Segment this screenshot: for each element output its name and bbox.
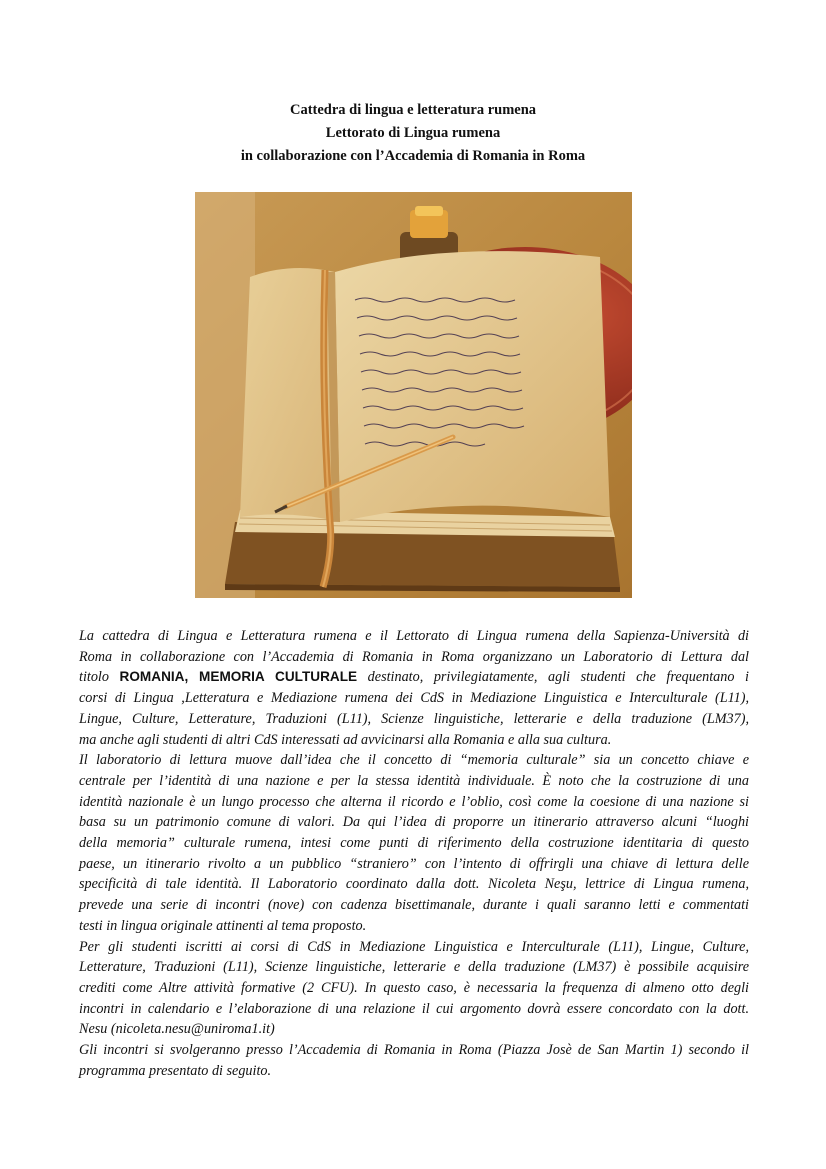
paragraph-concept [79, 750, 749, 936]
paragraph-credits [79, 937, 749, 1041]
text-line: crediti come Altre attività formative (2 CFU). In questo caso, è necessaria la frequenza di almeno otto degli [79, 979, 749, 996]
text-line: specificità di tale identità. Il Laboratorio coordinato dalla dott. Nicoleta Neşu, lettrice di Lingua rumena, [79, 876, 749, 893]
paragraph-intro [79, 626, 749, 750]
text-line: Il laboratorio di lettura muove dall’idea che il concetto di “memoria culturale” sia un concetto chiave e [79, 752, 749, 769]
text-line: centrale per l’identità di una nazione e per la stessa identità individuale. È noto che la costruzione di una [79, 772, 749, 789]
laboratory-title: ROMANIA, MEMORIA CULTURALE [119, 669, 358, 685]
text-line: Letterature, Traduzioni (L11), Scienze linguistiche, letterarie e della traduzione (LM37) è possibile acquisire [79, 959, 749, 976]
text-line: Gli incontri si svolgeranno presso l’Accademia di Romania in Roma (Piazza Josè de San Martin 1) secondo il [79, 1042, 749, 1059]
paragraph-venue [79, 1040, 749, 1081]
text-line: prevede una serie di incontri (nove) con cadenza bisettimanale, durante i quali saranno letti e commentati [79, 897, 749, 914]
text-line: paese, un itinerario rivolto a un pubblico “straniero” con l’intento di offrirgli una chiave di lettura delle [79, 855, 749, 872]
text-run: destinato, privilegiatamente, agli studenti che frequentano i [357, 669, 749, 686]
text-line [79, 667, 749, 688]
text-line: Per gli studenti iscritti ai corsi di CdS in Mediazione Linguistica e Interculturale (L11), Lingue, Culture, [79, 938, 749, 955]
header-line-collaboration: in collaborazione con l’Accademia di Romania in Roma [240, 148, 586, 164]
text-line: programma presentato di seguito. [79, 1062, 272, 1079]
document-header [0, 99, 826, 168]
header-line-department: Cattedra di lingua e letteratura rumena [289, 102, 537, 118]
text-line: corsi di Lingua ,Letteratura e Mediazione rumena dei CdS in Mediazione Linguistica e Interculturale (L11), [79, 690, 749, 707]
text-line: testi in lingua originale attinenti al tema proposto. [79, 917, 367, 934]
text-line: La cattedra di Lingua e Letteratura rumena e il Lettorato di Lingua rumena della Sapienza-Università di [79, 628, 749, 644]
header-line-lectureship: Lettorato di Lingua rumena [325, 125, 501, 141]
open-book-illustration [195, 192, 632, 598]
text-line: identità nazionale è un lungo processo che alterna il ricordo e l’oblio, così come la coesione di una nazione si [79, 793, 749, 810]
document-body [79, 626, 749, 1081]
text-line: Roma in collaborazione con l’Accademia di Romania in Roma organizzano un Laboratorio di Lettura dal [79, 648, 749, 665]
text-line: incontri in calendario e l’elaborazione di una relazione il cui argomento dovrà essere concordato con la dott. [79, 1000, 749, 1017]
text-run: titolo [79, 669, 120, 686]
text-line: ma anche agli studenti di altri CdS interessati ad avvicinarsi alla Romania e alla sua cultura. [79, 731, 612, 748]
text-line: della memoria” culturale rumena, intesi come punti di riferimento della costruzione identitaria di questo [79, 835, 749, 852]
text-line: Lingue, Culture, Letterature, Traduzioni (L11), Scienze linguistiche, letterarie e della traduzione (LM37), [79, 710, 749, 727]
text-line: basa su un patrimonio comune di valori. Da qui l’idea di proporre un itinerario attraverso alcuni “luoghi [79, 814, 749, 831]
contact-email-line: Nesu (nicoleta.nesu@uniroma1.it) [79, 1021, 275, 1038]
